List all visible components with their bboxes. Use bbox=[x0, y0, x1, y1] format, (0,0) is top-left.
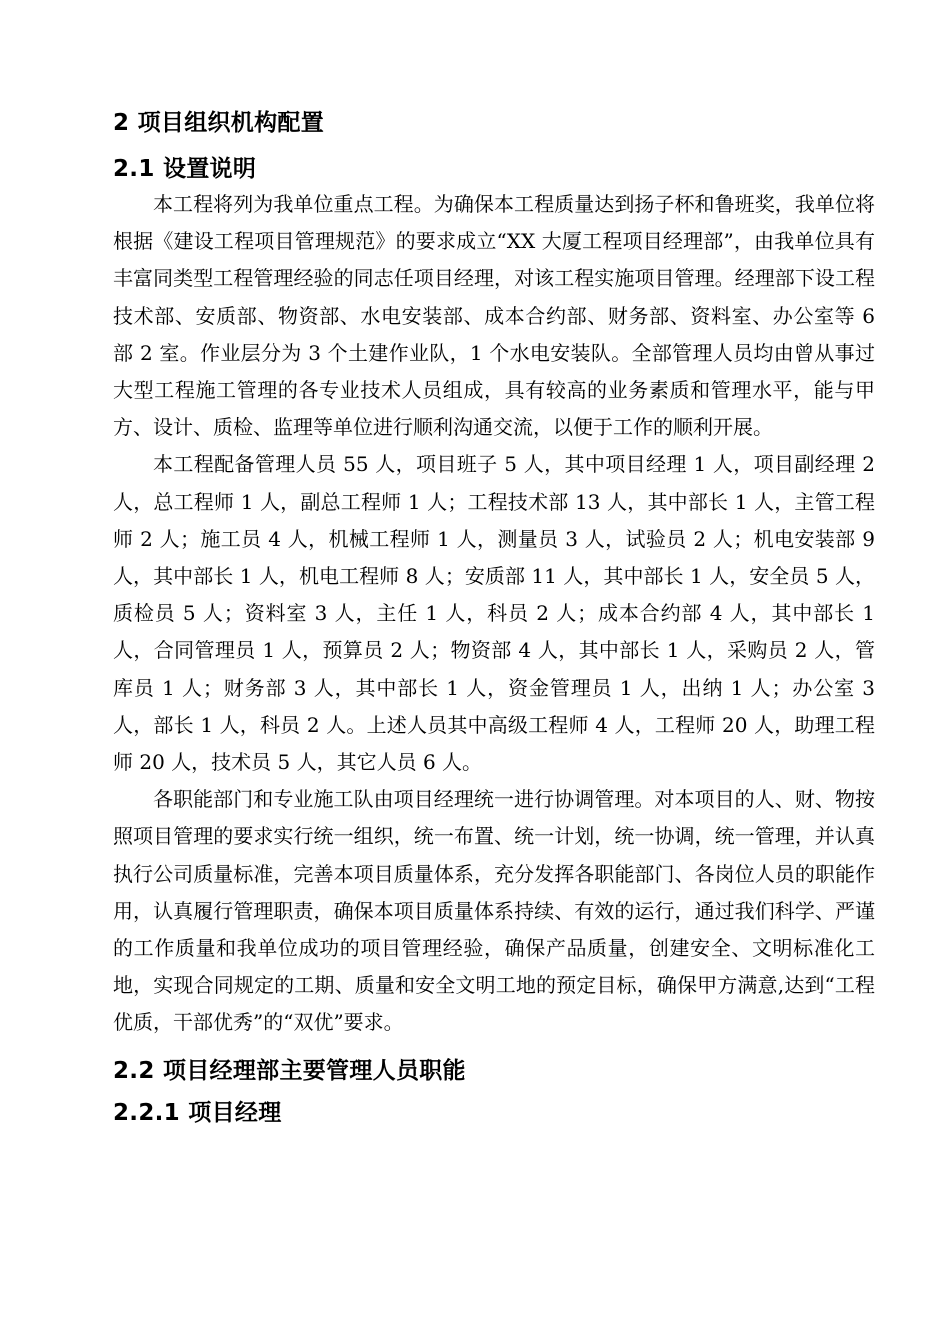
paragraph-management: 各职能部门和专业施工队由项目经理统一进行协调管理。对本项目的人、财、物按照项目管理的要求实行统一组织，统一布置、统一计划，统一协调，统一管理，并认真执行公司质量标准，完善本项目质量体系，充分发挥各职能部门、各岗位人员的职能作用，认真履行管理职责，确保本项目质量体系持续、有效的运行，通过我们科学、严谨的工作质量和我单位成功的项目管理经验，确保产品质量，创建安全、文明标准化工地，实现合同规定的工期、质量和安全文明工地的预定目标，确保甲方满意,达到“工程优质，干部优秀”的“双优”要求。 bbox=[113, 787, 875, 1035]
paragraph-staffing: 本工程配备管理人员 55 人，项目班子 5 人，其中项目经理 1 人，项目副经理 2 人，总工程师 1 人，副总工程师 1 人；工程技术部 13 人，其中部长 1 人，主管工程师 2 人；施工员 4 人，机械工程师 1 人，测量员 3 人，试验员 2 人；机电安装部 9 人，其中部长 1 人，机电工程师 8 人；安质部 11 人，其中部长 1 人，安全员 5 人，质检员 5 人；资料室 3 人，主任 1 人，科员 2 人；成本合约部 4 人，其中部长 1 人，合同管理员 1 人，预算员 2 人；物资部 4 人，其中部长 1 人，采购员 2 人，管库员 1 人；财务部 3 人，其中部长 1 人，资金管理员 1 人，出纳 1 人；办公室 3 人，部长 1 人，科员 2 人。上述人员其中高级工程师 4 人，工程师 20 人，助理工程师 20 人，技术员 5 人，其它人员 6 人。 bbox=[113, 452, 875, 775]
section-heading-2: 2 项目组织机构配置 bbox=[113, 110, 325, 136]
section-heading-2-2-1: 2.2.1 项目经理 bbox=[113, 1099, 282, 1126]
section-heading-2-1: 2.1 设置说明 bbox=[113, 156, 257, 182]
section-heading-2-2: 2.2 项目经理部主要管理人员职能 bbox=[113, 1057, 466, 1084]
document-body bbox=[113, 108, 875, 1128]
paragraph-intro: 本工程将列为我单位重点工程。为确保本工程质量达到扬子杯和鲁班奖，我单位将根据《建设工程项目管理规范》的要求成立“XX 大厦工程项目经理部”，由我单位具有丰富同类型工程管理经验的同志任项目经理，对该工程实施项目管理。经理部下设工程技术部、安质部、物资部、水电安装部、成本合约部、财务部、资料室、办公室等 6 部 2 室。作业层分为 3 个土建作业队，1 个水电安装队。全部管理人员均由曾从事过大型工程施工管理的各专业技术人员组成，具有较高的业务素质和管理水平，能与甲方、设计、质检、监理等单位进行顺利沟通交流，以便于工作的顺利开展。 bbox=[113, 192, 875, 440]
